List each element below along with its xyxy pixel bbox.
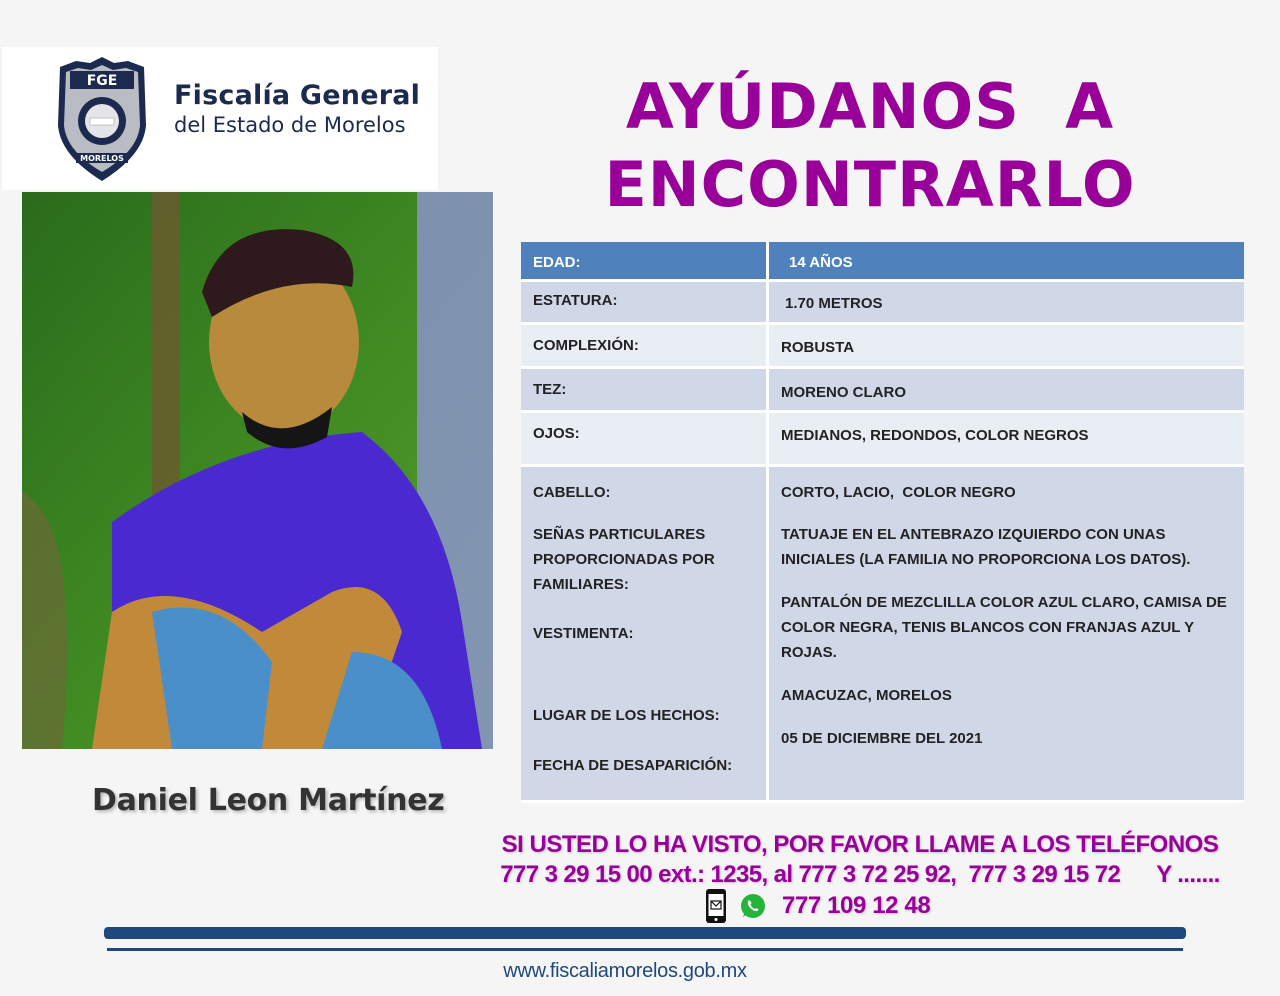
person-details-table [521, 242, 1244, 803]
headline [560, 68, 1180, 224]
detail-label-clothing: VESTIMENTA: [533, 625, 634, 642]
detail-value-age: 14 AÑOS [769, 242, 1244, 282]
contact-phone-numbers: 777 3 29 15 00 ext.: 1235, al 777 3 72 25 92, 777 3 29 15 72 Y ....... [500, 861, 1220, 888]
whatsapp-icon [738, 891, 768, 921]
table-row [521, 369, 1244, 413]
person-photo-image [22, 192, 493, 749]
detail-value-date: 05 DE DICIEMBRE DEL 2021 [781, 730, 983, 747]
mobile-number: 777 109 12 48 [782, 892, 931, 919]
website-link[interactable]: www.fiscaliamorelos.gob.mx [503, 960, 747, 982]
contact-callout [460, 830, 1260, 889]
headline-line2: ENCONTRARLO [604, 148, 1136, 221]
detail-value-marks-2: INICIALES (LA FAMILIA NO PROPORCIONA LOS DATOS). [781, 551, 1191, 568]
detail-value-place: AMACUZAC, MORELOS [781, 687, 952, 704]
detail-label-marks-2: PROPORCIONADAS POR [533, 551, 715, 568]
table-row [521, 413, 1244, 467]
contact-mobile-row [704, 888, 930, 924]
detail-value-clothing-1: PANTALÓN DE MEZCLILLA COLOR AZUL CLARO, CAMISA DE [781, 594, 1227, 611]
detail-label-age: EDAD: [521, 242, 769, 282]
detail-value-height: 1.70 METROS [769, 282, 1244, 325]
table-row [521, 467, 1244, 803]
detail-label-place: LUGAR DE LOS HECHOS: [533, 707, 720, 724]
detail-value-clothing-3: ROJAS. [781, 644, 837, 661]
detail-label-build: COMPLEXIÓN: [521, 325, 769, 369]
detail-value-clothing-2: COLOR NEGRA, TENIS BLANCOS CON FRANJAS AZUL Y [781, 619, 1195, 636]
detail-label-marks-1: SEÑAS PARTICULARES [533, 526, 706, 543]
fge-badge-icon [52, 55, 152, 183]
svg-text:MORELOS: MORELOS [80, 154, 124, 163]
detail-values-group [769, 467, 1244, 803]
missing-person-name: Daniel Leon Martínez [92, 783, 445, 818]
mobile-message-icon [704, 888, 728, 924]
detail-value-hair: CORTO, LACIO, COLOR NEGRO [781, 484, 1016, 501]
headline-line1: AYÚDANOS A [625, 70, 1115, 143]
footer-divider-thin [107, 948, 1183, 951]
detail-label-marks-3: FAMILIARES: [533, 576, 629, 593]
footer-divider-thick [104, 927, 1186, 939]
org-subtitle: del Estado de Morelos [174, 113, 406, 137]
contact-instruction: SI USTED LO HA VISTO, POR FAVOR LLAME A LOS TELÉFONOS [501, 831, 1219, 858]
table-row [521, 282, 1244, 325]
detail-labels-group [521, 467, 769, 803]
detail-label-date: FECHA DE DESAPARICIÓN: [533, 757, 733, 774]
detail-value-eyes: MEDIANOS, REDONDOS, COLOR NEGROS [769, 413, 1244, 467]
svg-text:FGE: FGE [86, 73, 118, 89]
detail-value-build: ROBUSTA [769, 325, 1244, 369]
detail-value-complexion: MORENO CLARO [769, 369, 1244, 413]
org-logo-banner [2, 47, 438, 190]
detail-label-height: ESTATURA: [521, 282, 769, 325]
detail-label-complexion: TEZ: [521, 369, 769, 413]
org-name: Fiscalía General [174, 80, 421, 111]
detail-label-hair: CABELLO: [533, 484, 611, 501]
table-row [521, 325, 1244, 369]
detail-value-marks-1: TATUAJE EN EL ANTEBRAZO IZQUIERDO CON UNAS [781, 526, 1166, 543]
detail-label-eyes: OJOS: [521, 413, 769, 467]
missing-person-photo [22, 192, 493, 749]
table-row [521, 242, 1244, 282]
